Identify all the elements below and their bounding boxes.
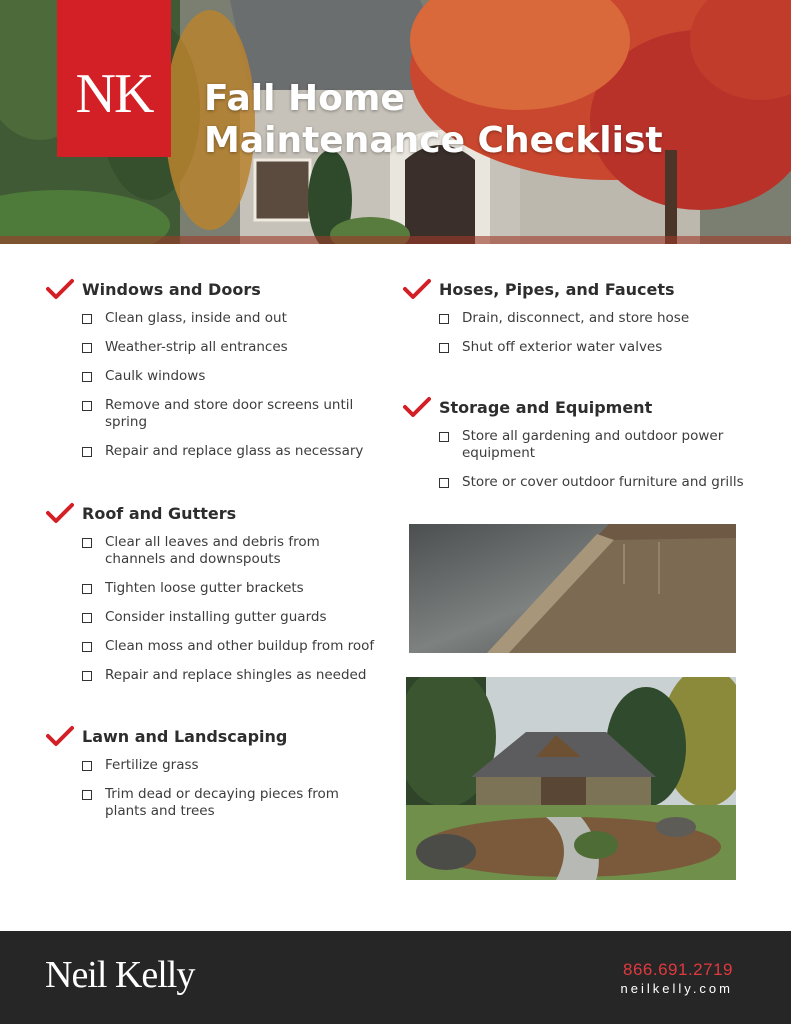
checklist: [82, 534, 386, 684]
checkmark-icon: [46, 278, 74, 300]
checkbox[interactable]: [82, 671, 92, 681]
checklist-item-text: Consider installing gutter guards: [105, 609, 327, 625]
checklist-item-text: Clear all leaves and debris from channels and downspouts: [105, 534, 320, 567]
section-title: Windows and Doors: [82, 279, 261, 299]
checklist-item: [82, 757, 366, 774]
checklist-item: [82, 667, 386, 684]
checklist-item-text: Shut off exterior water valves: [462, 339, 663, 355]
section-title: Hoses, Pipes, and Faucets: [439, 279, 675, 299]
checklist-item: [82, 397, 366, 431]
checkbox[interactable]: [82, 343, 92, 353]
checklist-item-text: Tighten loose gutter brackets: [105, 580, 304, 596]
section-hoses-pipes: [403, 276, 753, 368]
checkbox[interactable]: [82, 642, 92, 652]
section-lawn-landscaping: [46, 723, 366, 832]
section-title: Storage and Equipment: [439, 397, 653, 417]
checklist-item: [82, 310, 366, 327]
checklist-item: [82, 638, 386, 655]
checkbox[interactable]: [439, 478, 449, 488]
checklist-item: [82, 368, 366, 385]
section-title: Roof and Gutters: [82, 503, 237, 523]
checklist-item-text: Clean glass, inside and out: [105, 310, 287, 326]
checkmark-icon: [403, 396, 431, 418]
title-line-1: Fall Home: [204, 78, 405, 119]
checklist-item: [439, 474, 753, 491]
section-storage-equipment: [403, 394, 753, 503]
checklist-item: [82, 339, 366, 356]
section-windows-doors: [46, 276, 366, 472]
brand-logo: Neil Kelly: [45, 954, 195, 996]
checkbox[interactable]: [82, 372, 92, 382]
checklist-item: [82, 609, 386, 626]
checklist-item-text: Repair and replace shingles as needed: [105, 667, 367, 683]
checkbox[interactable]: [82, 401, 92, 411]
checklist-item-text: Fertilize grass: [105, 757, 199, 773]
checklist-item-text: Trim dead or decaying pieces from plants and trees: [105, 786, 339, 819]
hero-banner: [0, 0, 791, 244]
checkbox[interactable]: [439, 343, 449, 353]
checkbox[interactable]: [82, 314, 92, 324]
checklist-item: [439, 428, 753, 462]
checklist-item: [82, 443, 366, 460]
checkbox[interactable]: [82, 790, 92, 800]
checklist-item-text: Store or cover outdoor furniture and grills: [462, 474, 744, 490]
checklist-item: [82, 786, 366, 820]
section-roof-gutters: [46, 500, 386, 696]
checklist-item-text: Store all gardening and outdoor power equipment: [462, 428, 724, 461]
footer: [0, 931, 791, 1024]
checkbox[interactable]: [82, 761, 92, 771]
checklist: [439, 310, 753, 356]
title-line-2: Maintenance Checklist: [204, 120, 663, 161]
checkbox[interactable]: [439, 314, 449, 324]
page-title: [204, 78, 663, 162]
checklist-item: [82, 580, 386, 597]
checkbox[interactable]: [82, 447, 92, 457]
checkmark-icon: [46, 725, 74, 747]
checklist-item-text: Clean moss and other buildup from roof: [105, 638, 375, 654]
checkmark-icon: [46, 502, 74, 524]
checklist-item: [82, 534, 386, 568]
gutter-photo: [409, 524, 736, 653]
logo-text: NK: [75, 62, 153, 125]
checklist-item: [439, 339, 753, 356]
checklist-item-text: Repair and replace glass as necessary: [105, 443, 364, 459]
checklist-item: [439, 310, 753, 327]
checklist: [82, 757, 366, 820]
checkmark-icon: [403, 278, 431, 300]
website-link[interactable]: neilkelly.com: [620, 981, 733, 996]
checklist-item-text: Weather-strip all entrances: [105, 339, 288, 355]
checkbox[interactable]: [439, 432, 449, 442]
checklist-item-text: Drain, disconnect, and store hose: [462, 310, 690, 326]
checklist: [439, 428, 753, 491]
checkbox[interactable]: [82, 613, 92, 623]
checklist: [82, 310, 366, 460]
checkbox[interactable]: [82, 538, 92, 548]
checklist-item-text: Remove and store door screens until spring: [105, 397, 354, 430]
section-title: Lawn and Landscaping: [82, 726, 288, 746]
checklist-item-text: Caulk windows: [105, 368, 206, 384]
landscaped-house-photo: [406, 677, 736, 880]
nk-logo: [57, 0, 171, 157]
checkbox[interactable]: [82, 584, 92, 594]
phone-number[interactable]: 866.691.2719: [623, 960, 733, 979]
